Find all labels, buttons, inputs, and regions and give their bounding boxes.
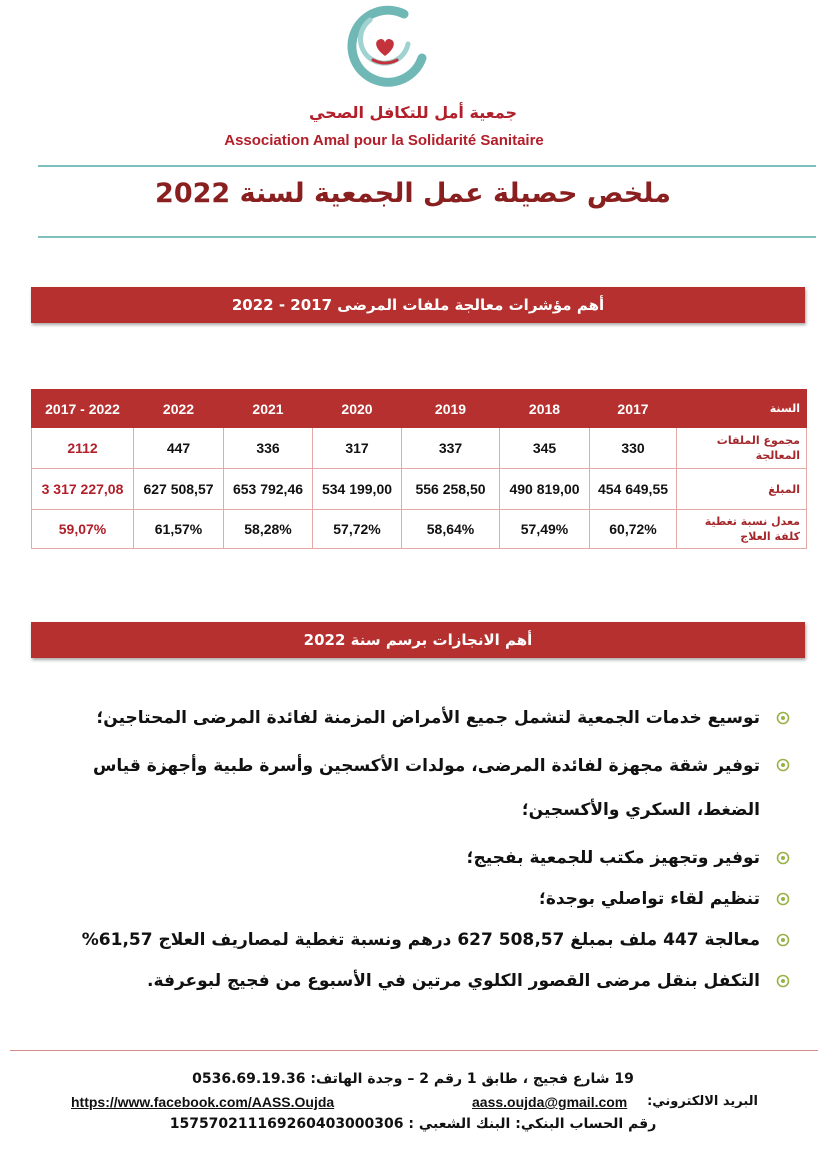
table-cell: 556 258,50 [402,469,500,510]
divider-top [38,165,816,167]
table-header-cell: السنة [677,390,807,428]
table-cell: 330 [590,428,677,469]
achievement-text: التكفل بنقل مرضى القصور الكلوي مرتين في الأسبوع من فجيج لبوعرفة. [147,971,760,991]
list-item [36,703,796,733]
table-header-cell: 2017 [590,390,677,428]
footer-bank-account: رقم الحساب البنكي: البنك الشعبي : 157570211169260403000306 [169,1116,657,1132]
table-header-cell: 2017 - 2022 [32,390,134,428]
table-cell: 653 792,46 [224,469,313,510]
table-cell: 336 [224,428,313,469]
table-cell: 3 317 227,08 [32,469,134,510]
footer-address: 19 شارع فجيج ، طابق 1 رقم 2 – وجدة الهاتف: 0536.69.19.36 [192,1071,634,1087]
achievements-section-title: أهم الانجازات برسم سنة 2022 [31,622,805,658]
achievement-text: توفير شقة مجهزة لفائدة المرضى، مولدات الأكسجين وأسرة طبية وأجهزة قياس الضغط، السكري والأكسجين؛ [92,756,760,820]
table-cell: 534 199,00 [313,469,402,510]
achievements-list [36,703,796,1007]
achievement-text: توسيع خدمات الجمعية لتشمل جميع الأمراض المزمنة لفائدة المرضى المحتاجين؛ [96,708,760,728]
table-cell: 58,64% [402,510,500,549]
indicators-table [31,389,807,549]
email-label: البريد الالكتروني: [647,1094,758,1109]
list-item [36,884,796,914]
association-logo [330,4,440,94]
divider-title [38,236,816,238]
table-header-cell: 2022 [134,390,224,428]
table-header-cell: 2021 [224,390,313,428]
achievement-text: معالجة 447 ملف بمبلغ 57‚508 627 درهم ونسبة تغطية لمصاريف العلاج 61,57% [81,930,760,950]
indicators-section-title: أهم مؤشرات معالجة ملفات المرضى 2017 - 2022 [31,287,805,323]
org-name-arabic: جمعية أمل للتكافل الصحي [308,103,518,122]
table-cell: 627 508,57 [134,469,224,510]
spiral-bullet-icon [776,758,790,772]
table-cell: 57,49% [500,510,590,549]
table-row-label: مجموع الملفات المعالجة [677,428,807,469]
table-cell: 2112 [32,428,134,469]
spiral-bullet-icon [776,892,790,906]
table-cell: 58,28% [224,510,313,549]
list-item [36,843,796,873]
spiral-bullet-icon [776,851,790,865]
table-row [32,469,807,510]
list-item [36,744,796,832]
table-row [32,510,807,549]
spiral-bullet-icon [776,933,790,947]
table-cell: 447 [134,428,224,469]
table-cell: 317 [313,428,402,469]
table-header-row [32,390,807,428]
table-row [32,428,807,469]
email-link[interactable]: aass.oujda@gmail.com [472,1094,628,1110]
table-cell: 57,72% [313,510,402,549]
org-name-french: Association Amal pour la Solidarité Sanitaire [224,132,544,149]
table-cell: 61,57% [134,510,224,549]
table-cell: 60,72% [590,510,677,549]
list-item [36,966,796,996]
table-cell: 454 649,55 [590,469,677,510]
achievement-text: توفير وتجهيز مكتب للجمعية بفجيج؛ [466,848,760,868]
list-item [36,925,796,955]
table-cell: 490 819,00 [500,469,590,510]
table-cell: 59,07% [32,510,134,549]
spiral-bullet-icon [776,974,790,988]
table-cell: 337 [402,428,500,469]
table-header-cell: 2020 [313,390,402,428]
table-row-label: معدل نسبة تغطية كلفة العلاج [677,510,807,549]
table-header-cell: 2019 [402,390,500,428]
table-row-label: المبلغ [677,469,807,510]
facebook-link[interactable]: https://www.facebook.com/AASS.Oujda [71,1094,335,1110]
table-header-cell: 2018 [500,390,590,428]
spiral-bullet-icon [776,711,790,725]
achievement-text: تنظيم لقاء تواصلي بوجدة؛ [539,889,760,909]
table-cell: 345 [500,428,590,469]
footer-divider [10,1050,818,1051]
page-title: ملخص حصيلة عمل الجمعية لسنة 2022 [155,178,671,209]
